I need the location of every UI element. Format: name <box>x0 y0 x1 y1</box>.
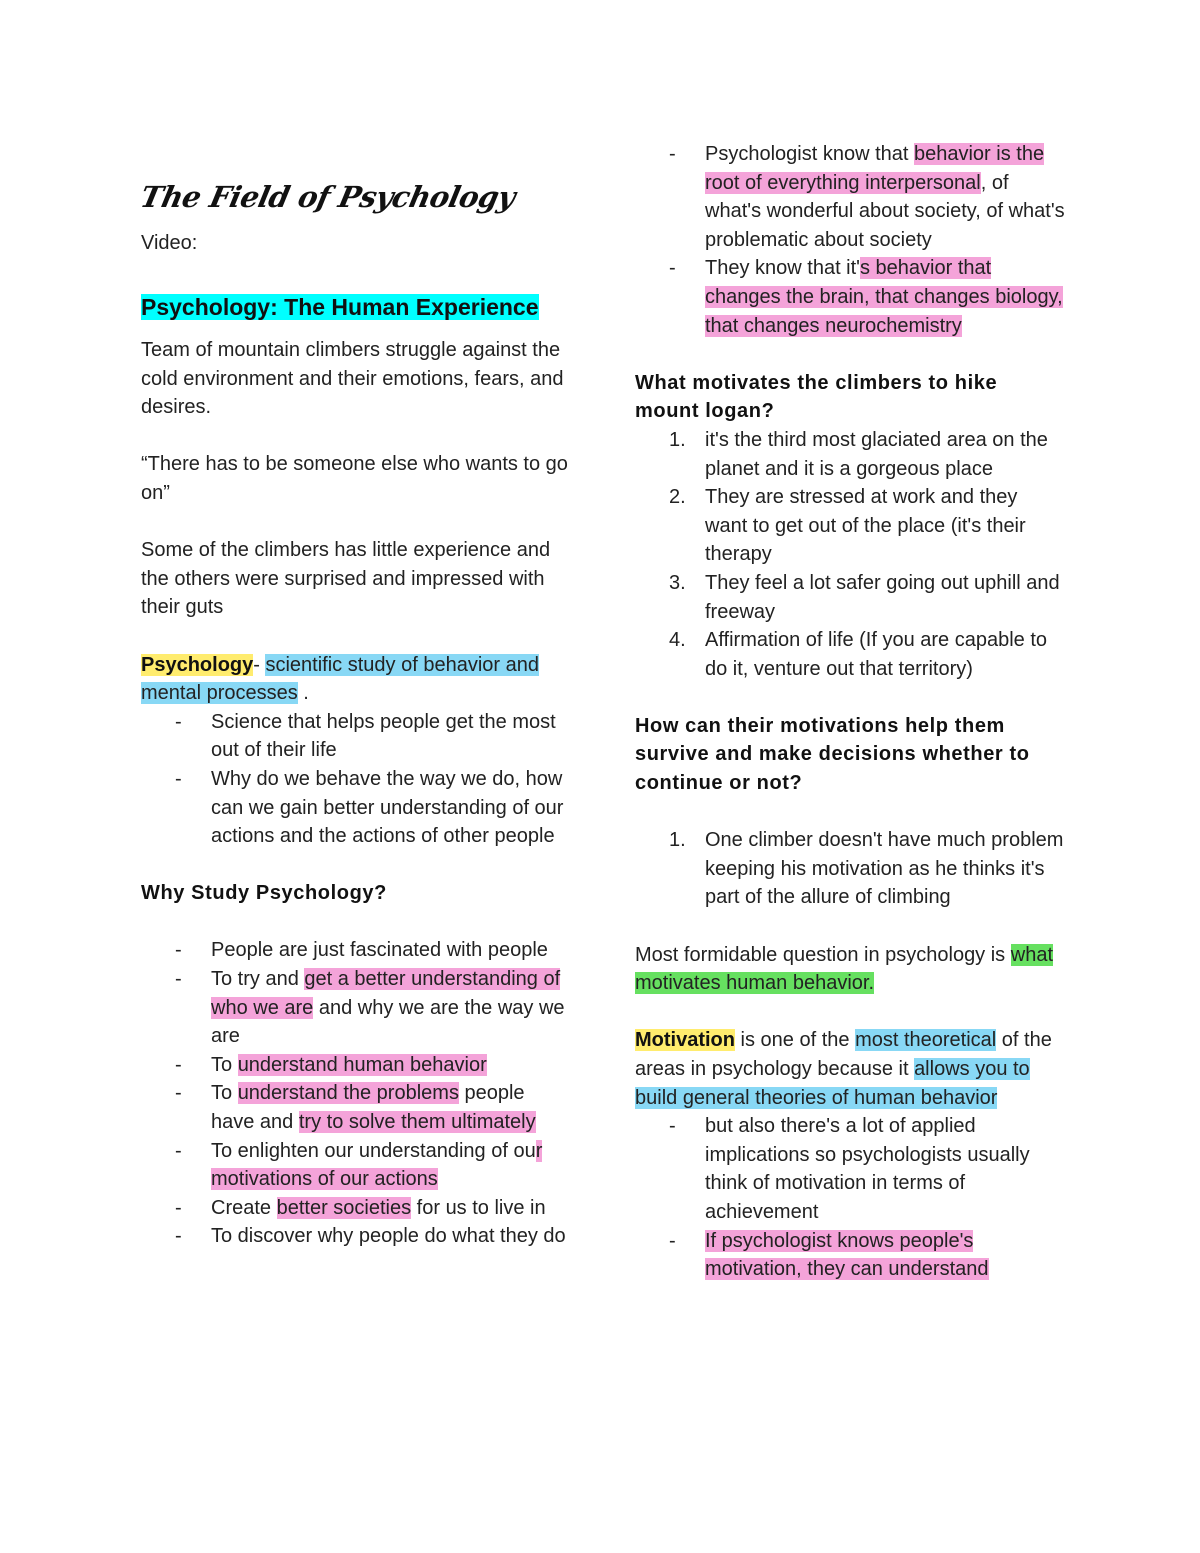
list-text: They are stressed at work and they want to get out of the place (it's their therapy <box>705 486 1026 566</box>
list-number: 4. <box>669 629 686 652</box>
q1-list <box>635 426 1065 683</box>
intro-paragraph: Team of mountain climbers struggle against the cold environment and their emotions, fears, and desires. <box>141 339 564 419</box>
highlight: understand the problems <box>237 1082 459 1105</box>
document-title: The Field of Psychology <box>137 180 519 214</box>
list-number: 1. <box>669 829 686 852</box>
motivation-paragraph <box>635 1026 1065 1112</box>
definition-text: scientific study of behavior and mental processes <box>141 653 539 705</box>
text-run: is one of the <box>735 1029 856 1052</box>
q2-heading: How can their motivations help them survive and make decisions whether to continue or not? <box>635 714 1030 795</box>
highlight: r motivations of our actions <box>211 1139 543 1191</box>
text-run: for us to live in <box>411 1196 546 1219</box>
definition-separator: - <box>253 653 266 676</box>
list-item <box>635 569 1065 626</box>
list-item <box>635 483 1065 569</box>
highlight: most theoretical <box>855 1029 997 1052</box>
top-bullets <box>635 140 1065 340</box>
list-text: it's the third most glaciated area on the planet and it is a gorgeous place <box>705 428 1048 480</box>
list-item <box>141 1194 573 1223</box>
highlight: behavior is the root of everything interpersonal <box>705 143 1045 194</box>
list-item <box>635 254 1065 340</box>
text-run: Most formidable question in psychology is <box>635 943 1011 966</box>
list-item: - To discover why people do what they do <box>141 1222 573 1251</box>
definition-term: Psychology <box>141 653 254 676</box>
highlight: what motivates human behavior. <box>635 943 1053 995</box>
list-number: 3. <box>669 571 686 594</box>
video-title: Psychology: The Human Experience <box>141 294 539 320</box>
formidable-paragraph <box>635 941 1065 998</box>
list-item <box>635 626 1065 683</box>
text-run: people have and <box>211 1082 525 1134</box>
list-text: Affirmation of life (If you are capable to do it, venture out that territory) <box>705 629 1048 680</box>
list-item <box>141 965 573 1051</box>
text-run: and why we are the way we are <box>211 996 565 1048</box>
text-run: , of what's wonderful about society, of what's problematic about society <box>705 171 1065 251</box>
motivation-term: Motivation <box>635 1029 735 1052</box>
highlight: get a better understanding of who we are <box>211 968 561 1019</box>
text-run: of the areas in psychology because it <box>635 1029 1052 1080</box>
right-body <box>635 140 1065 1284</box>
list-item <box>141 1051 573 1080</box>
list-item: - Science that helps people get the most out of their life <box>141 708 573 765</box>
list-item: - Why do we behave the way we do, how can we gain better understanding of our actions and the actions of other people <box>141 765 573 851</box>
list-item <box>635 1227 1065 1284</box>
text-run: To try and <box>211 968 305 991</box>
list-item <box>635 426 1065 483</box>
video-label: Video: <box>141 232 198 254</box>
list-number: 2. <box>669 486 686 509</box>
highlight: try to solve them ultimately <box>298 1111 536 1134</box>
list-item <box>141 1079 573 1136</box>
highlight: s behavior that changes the brain, that changes biology, that changes neurochemistry <box>705 257 1063 337</box>
text-run: Psychologist know that <box>705 143 914 165</box>
text-run: Create <box>211 1196 277 1219</box>
list-number: 1. <box>669 428 686 451</box>
climbers-paragraph: Some of the climbers has little experience and the others were surprised and impressed with their guts <box>141 539 551 619</box>
text-run: To <box>211 1053 238 1076</box>
list-item <box>635 826 1065 912</box>
highlight: understand human behavior <box>237 1053 487 1076</box>
text-run: They know that it' <box>705 257 860 280</box>
text-run: To enlighten our understanding of ou <box>211 1139 536 1162</box>
definition-paragraph <box>141 651 573 708</box>
highlight: better societies <box>276 1196 412 1219</box>
why-bullets <box>141 936 573 1251</box>
list-item <box>141 1137 573 1194</box>
definition-bullets <box>141 708 573 851</box>
motivation-bullets <box>635 1112 1065 1284</box>
q1-heading: What motivates the climbers to hike mount logan? <box>635 371 998 423</box>
left-body <box>141 336 573 1251</box>
list-text: They feel a lot safer going out uphill and freeway <box>705 571 1060 623</box>
quote-paragraph: “There has to be someone else who wants to go on” <box>141 453 568 504</box>
highlight: allows you to build general theories of human behavior <box>635 1058 1030 1109</box>
highlight: If psychologist knows people's motivation, they can understand <box>705 1229 989 1281</box>
video-title-line <box>141 293 539 324</box>
list-item: - People are just fascinated with people <box>141 936 573 965</box>
text-run: To <box>211 1082 238 1105</box>
list-text: One climber doesn't have much problem keeping his motivation as he thinks it's part of the allure of climbing <box>705 829 1064 909</box>
definition-end: . <box>297 682 309 705</box>
q2-list <box>635 826 1065 912</box>
list-item <box>635 140 1065 254</box>
why-heading: Why Study Psychology? <box>141 882 387 905</box>
list-item: - but also there's a lot of applied implications so psychologists usually think of motivation in terms of achievement <box>635 1112 1065 1226</box>
